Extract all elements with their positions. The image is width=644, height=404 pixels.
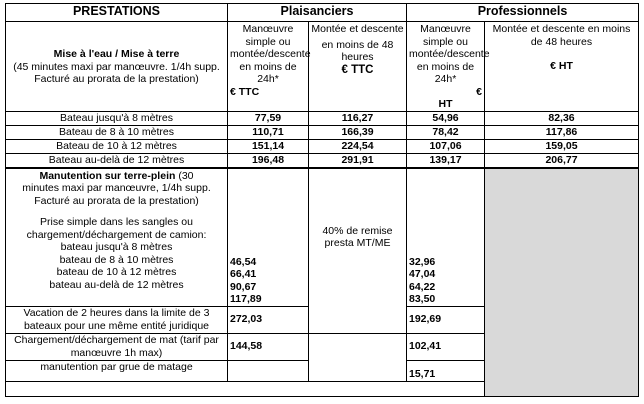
header-professionnels: Professionnels bbox=[407, 4, 639, 22]
prise-ttc-cell bbox=[228, 168, 309, 307]
manutention-row bbox=[6, 168, 639, 307]
row-v4: 82,36 bbox=[485, 111, 639, 125]
col2-text2: en moins de 48 heures bbox=[321, 38, 394, 63]
list-item: bateau jusqu'à 8 mètres bbox=[60, 241, 173, 253]
chargement-ht: 102,41 bbox=[407, 333, 485, 360]
row-v1: 110,71 bbox=[228, 125, 309, 139]
row-label: Bateau jusqu'à 8 mètres bbox=[6, 111, 228, 125]
empty-cell bbox=[6, 381, 485, 396]
remise-text: 40% de remise presta MT/ME bbox=[322, 224, 393, 249]
grue-ttc bbox=[228, 360, 309, 381]
table-row bbox=[6, 139, 639, 153]
row-v1: 196,48 bbox=[228, 153, 309, 168]
row-v4: 117,86 bbox=[485, 125, 639, 139]
col4-header bbox=[485, 22, 639, 112]
manutention-title: Manutention sur terre-plein bbox=[39, 169, 176, 182]
vacation-label: Vacation de 2 heures dans la limite de 3 bateaux pour une même entité juridique bbox=[6, 306, 228, 333]
row-v1: 77,59 bbox=[228, 111, 309, 125]
row-v3: 54,96 bbox=[407, 111, 485, 125]
row-v2: 291,91 bbox=[309, 153, 407, 168]
prise-ht-value: 32,96 bbox=[409, 255, 436, 268]
header-prestations: PRESTATIONS bbox=[6, 4, 228, 22]
prise-ttc-value: 66,41 bbox=[230, 268, 257, 280]
chargement-label: Chargement/déchargement de mat (tarif par manœuvre 1h max) bbox=[6, 333, 228, 360]
list-item: bateau de 10 à 12 mètres bbox=[56, 266, 177, 278]
empty-cell bbox=[309, 333, 407, 381]
table-row bbox=[6, 125, 639, 139]
col3-text: Manœuvre simple ou montée/descente en moins de 24h* bbox=[409, 23, 490, 85]
grey-empty-cell bbox=[485, 168, 639, 397]
prise-title: Prise simple dans les sangles ou chargement/déchargement de camion: bbox=[26, 216, 207, 241]
prise-ttc-value: 90,67 bbox=[230, 280, 257, 293]
manutention-label-cell bbox=[6, 168, 228, 307]
table-row bbox=[6, 111, 639, 125]
prise-ttc-value: 46,54 bbox=[230, 255, 257, 268]
grue-label: manutention par grue de matage bbox=[6, 360, 228, 381]
manutention-note-b: minutes maxi par manœuvre, 1/4h supp. Facturé au prorata de la prestation) bbox=[22, 182, 211, 207]
chargement-ttc: 144,58 bbox=[228, 333, 309, 360]
row-v4: 159,05 bbox=[485, 139, 639, 153]
list-item: bateau de 8 à 10 mètres bbox=[59, 253, 174, 266]
col4-unit: € HT bbox=[550, 60, 573, 72]
col3-header bbox=[407, 22, 490, 112]
row-label: Bateau de 10 à 12 mètres bbox=[6, 139, 228, 153]
row-v2: 224,54 bbox=[309, 139, 407, 153]
row-v2: 116,27 bbox=[309, 111, 407, 125]
col1-text: Manœuvre simple ou montée/descente en moins de 24h* bbox=[230, 23, 311, 85]
col2-unit: € TTC bbox=[341, 63, 374, 76]
col4-text: Montée et descente en moins de 48 heures bbox=[492, 23, 631, 48]
col2-text: Montée et descente bbox=[311, 23, 404, 35]
list-item: bateau au-delà de 12 mètres bbox=[49, 278, 184, 291]
grue-ht: 15,71 bbox=[407, 360, 485, 381]
remise-cell bbox=[309, 168, 407, 334]
prise-ht-value: 47,04 bbox=[409, 268, 436, 280]
mise-a-leau-note: (45 minutes maxi par manœuvre. 1/4h supp. Facturé au prorata de la prestation) bbox=[13, 60, 220, 85]
col3-euro: € bbox=[476, 85, 482, 98]
col3-unit: HT bbox=[438, 98, 453, 110]
manutention-heading bbox=[8, 170, 225, 208]
row-v4: 206,77 bbox=[485, 153, 639, 168]
col1-header bbox=[228, 22, 309, 112]
row-label: Bateau de 8 à 10 mètres bbox=[6, 125, 228, 139]
mise-a-leau-title: Mise à l'eau / Mise à terre bbox=[53, 48, 180, 60]
tarif-table bbox=[5, 3, 639, 397]
manutention-note-a: (30 bbox=[178, 169, 194, 182]
mise-a-leau-title-cell bbox=[6, 22, 228, 112]
prise-ttc-value: 117,89 bbox=[230, 293, 262, 305]
header-row bbox=[6, 4, 639, 22]
mise-a-leau-header-row bbox=[6, 22, 639, 112]
vacation-ttc: 272,03 bbox=[228, 306, 309, 333]
col1-unit: € TTC bbox=[230, 85, 260, 98]
col2-header bbox=[309, 22, 407, 112]
row-v3: 78,42 bbox=[407, 125, 485, 139]
prise-ht-value: 64,22 bbox=[409, 280, 436, 293]
prise-block bbox=[8, 216, 225, 291]
vacation-ht: 192,69 bbox=[407, 306, 485, 333]
table-row bbox=[6, 153, 639, 168]
row-v2: 166,39 bbox=[309, 125, 407, 139]
row-v3: 107,06 bbox=[407, 139, 485, 153]
row-v1: 151,14 bbox=[228, 139, 309, 153]
row-label: Bateau au-delà de 12 mètres bbox=[6, 153, 228, 168]
prise-ht-cell bbox=[407, 168, 485, 307]
row-v3: 139,17 bbox=[407, 153, 485, 168]
prise-ht-value: 83,50 bbox=[409, 293, 436, 305]
header-plaisanciers: Plaisanciers bbox=[228, 4, 407, 22]
